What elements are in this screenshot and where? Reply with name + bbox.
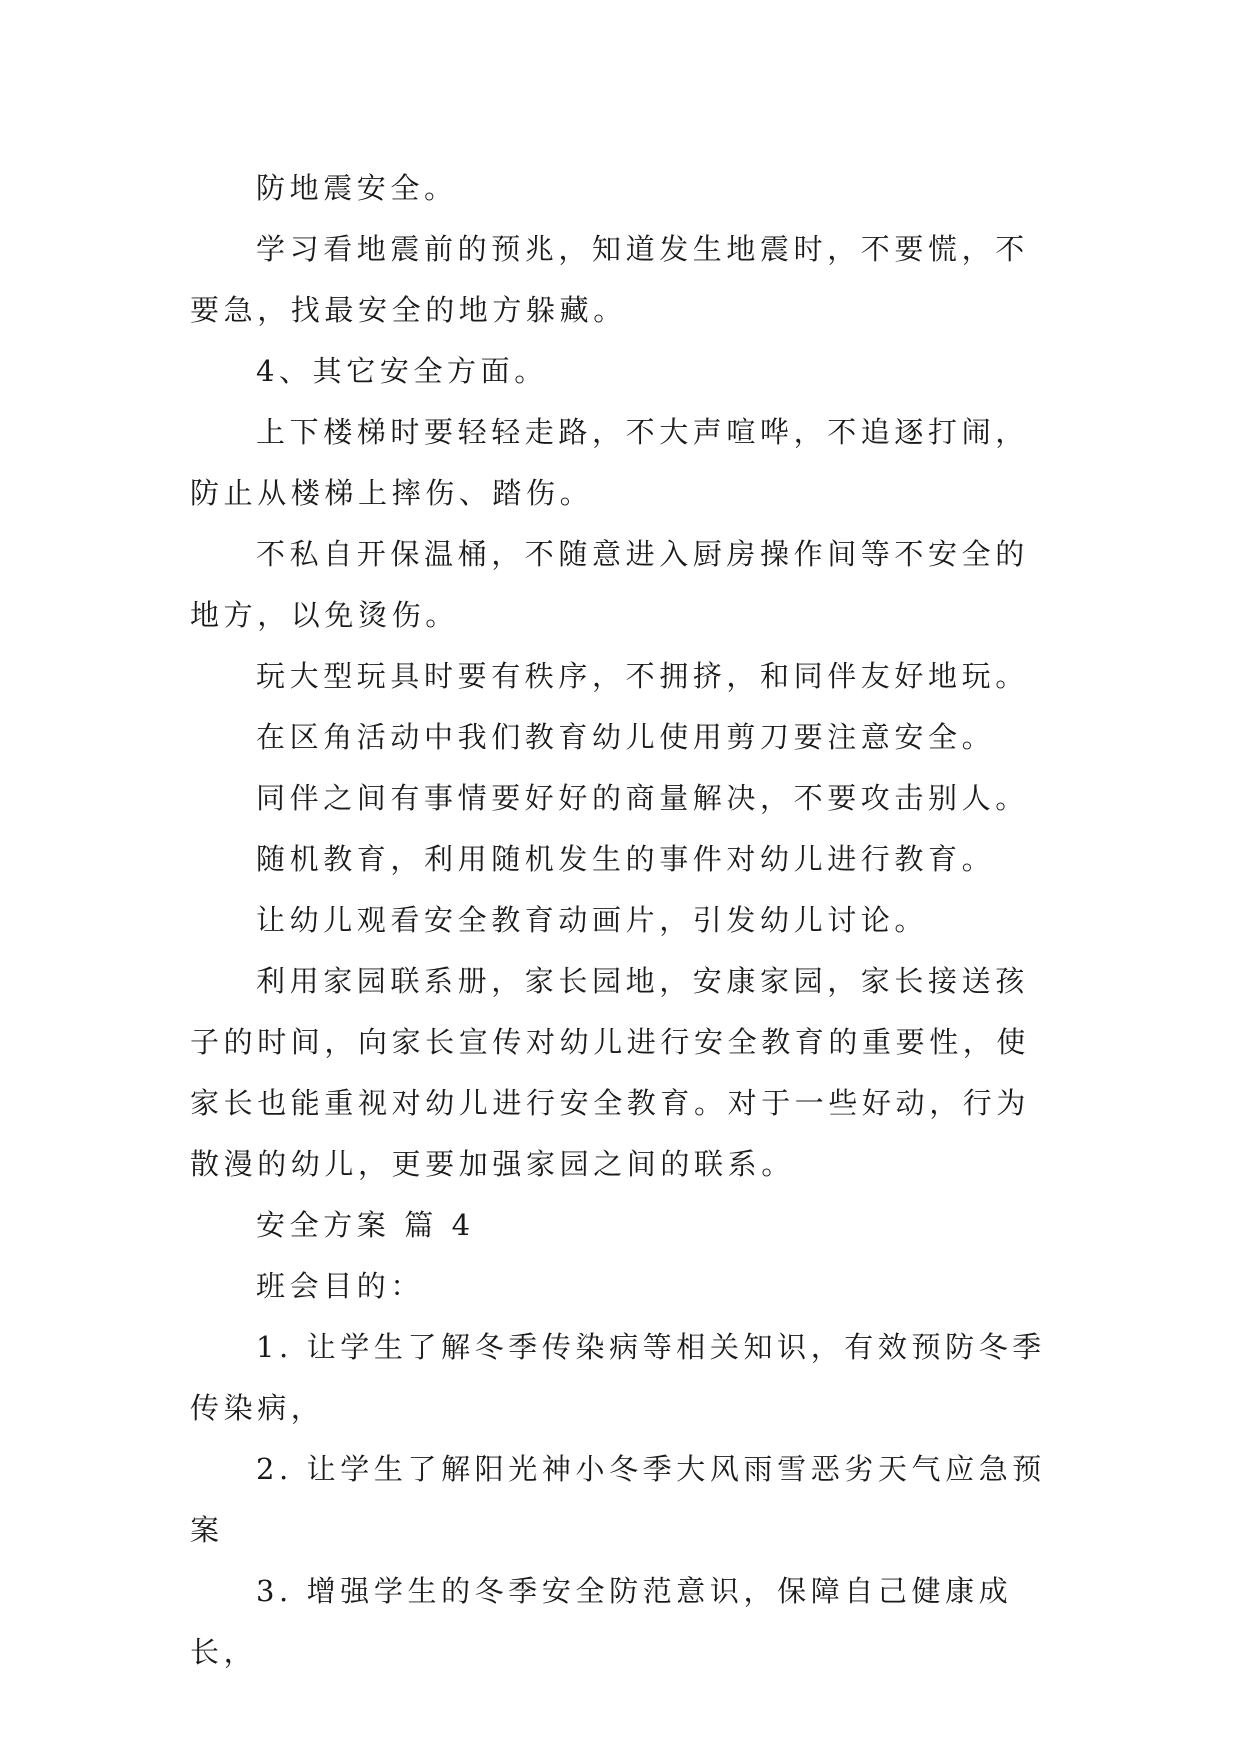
paragraph: 学习看地震前的预兆，知道发生地震时，不要慌，不要急，找最安全的地方躲藏。 xyxy=(190,232,1029,327)
paragraph: 不私自开保温桶，不随意进入厨房操作间等不安全的地方，以免烫伤。 xyxy=(190,537,1029,632)
list-item: 1. 让学生了解冬季传染病等相关知识，有效预防冬季传染病， xyxy=(190,1330,1046,1425)
paragraph: 玩大型玩具时要有秩序，不拥挤，和同伴友好地玩。 xyxy=(256,659,1029,693)
paragraph: 利用家园联系册，家长园地，安康家园，家长接送孩子的时间，向家长宣传对幼儿进行安全教育的重要性，使家长也能重视对幼儿进行安全教育。对于一些好动，行为散漫的幼儿，更要加强家园之间的联系。 xyxy=(190,964,1031,1181)
paragraph: 上下楼梯时要轻轻走路，不大声喧哗，不追逐打闹，防止从楼梯上摔伤、踏伤。 xyxy=(190,415,1029,510)
paragraph: 随机教育，利用随机发生的事件对幼儿进行教育。 xyxy=(256,842,996,876)
paragraph: 同伴之间有事情要好好的商量解决，不要攻击别人。 xyxy=(256,781,1029,815)
paragraph: 在区角活动中我们教育幼儿使用剪刀要注意安全。 xyxy=(256,720,996,754)
list-item: 3. 增强学生的冬季安全防范意识，保障自己健康成长， xyxy=(190,1574,1013,1669)
section-heading: 4、其它安全方面。 xyxy=(256,354,548,388)
paragraph: 让幼儿观看安全教育动画片，引发幼儿讨论。 xyxy=(256,903,929,937)
section-heading: 安全方案 篇 4 xyxy=(256,1208,475,1242)
list-item: 2. 让学生了解阳光神小冬季大风雨雪恶劣天气应急预案 xyxy=(190,1452,1046,1547)
paragraph: 防地震安全。 xyxy=(256,171,458,205)
document-body xyxy=(190,158,1050,1683)
subheading: 班会目的： xyxy=(256,1269,425,1303)
